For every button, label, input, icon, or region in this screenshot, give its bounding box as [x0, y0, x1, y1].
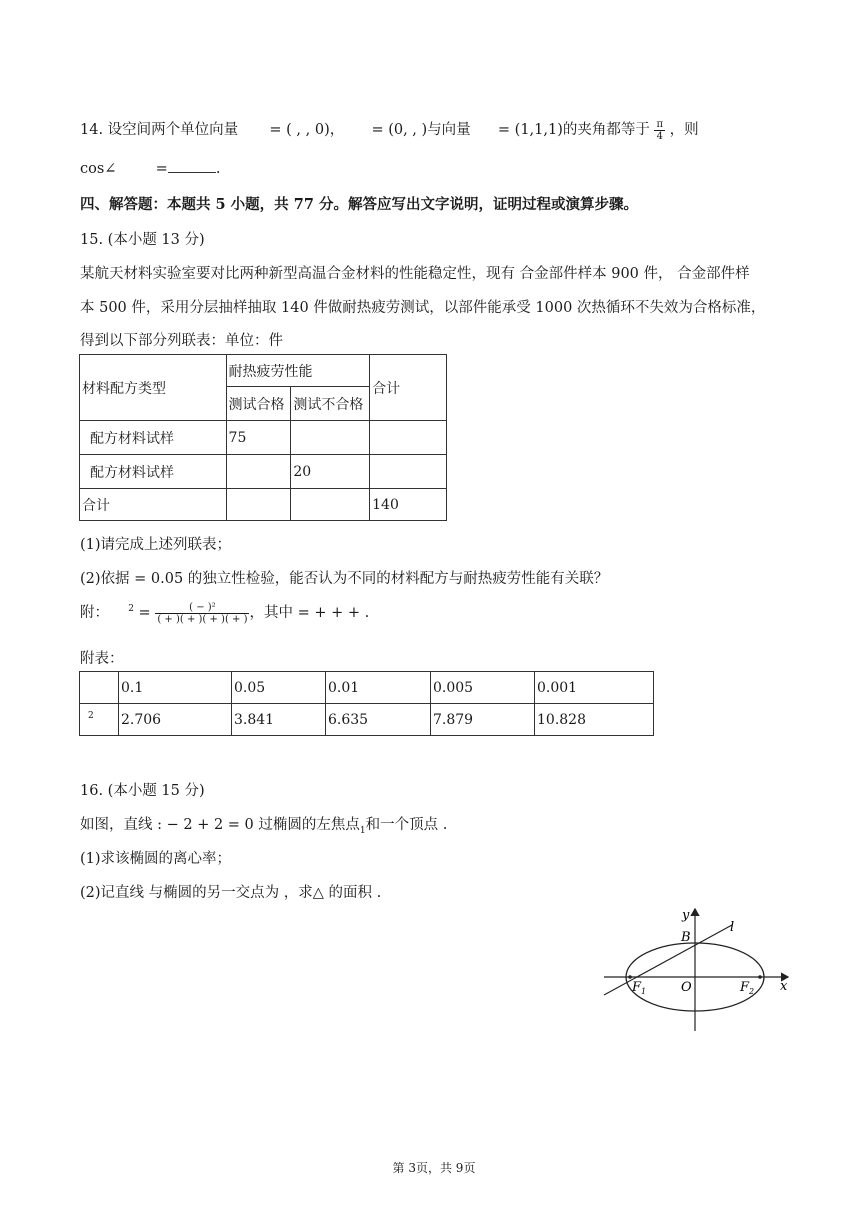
table-row	[80, 704, 654, 736]
ref-x-4: 10.828	[535, 704, 654, 736]
table-row2-fail: 20	[291, 455, 370, 489]
q14-cos-label: cos∠	[80, 161, 117, 177]
q14-angle-den: 4	[656, 130, 663, 142]
table-row1-total	[370, 421, 447, 455]
q16-line1-a: 如图，直线 : − 2 + 2 = 0 过椭圆的左焦点	[80, 817, 360, 833]
q14-line2	[80, 160, 220, 177]
label-x: x	[780, 979, 788, 994]
label-y: y	[682, 908, 690, 923]
page-footer: 第 3页，共 9页	[392, 1161, 476, 1175]
point-f1	[628, 975, 632, 979]
q15-formula	[80, 601, 369, 625]
q15-sub2: (2)依据 = 0.05 的独立性检验，能否认为不同的材料配方与耐热疲劳性能有关联？	[80, 571, 609, 587]
q16-sub1: (1)求该椭圆的离心率；	[80, 851, 232, 867]
q14-prefix: 14. 设空间两个单位向量	[80, 122, 239, 138]
q14-cos-eq: =	[155, 161, 168, 177]
table-row	[80, 421, 447, 455]
q16-header: 16. (本小题 15 分)	[80, 783, 205, 799]
contingency-table	[79, 354, 447, 521]
table-row2-pass	[226, 455, 291, 489]
q15-sub1: (1)请完成上述列联表；	[80, 537, 232, 553]
table-row1-pass: 75	[226, 421, 291, 455]
appendix-label: 附表：	[80, 651, 124, 667]
q15-line1: 某航天材料实验室要对比两种新型高温合金材料的性能稳定性，现有 合金部件样本 900 件， 合金部件样	[80, 266, 750, 282]
table-row2-label: 配方材料试样	[80, 455, 227, 489]
ref-x-3: 7.879	[431, 704, 535, 736]
table-header-type: 材料配方类型	[80, 355, 227, 421]
label-l: l	[730, 920, 735, 935]
ref-alpha-0: 0.1	[119, 672, 232, 704]
formula-den: ( + )( + )( + )( + )	[157, 613, 248, 625]
ref-alpha-4: 0.001	[535, 672, 654, 704]
q14-eq2: = (0, , )与向量	[371, 122, 471, 138]
ref-alpha-2: 0.01	[326, 672, 431, 704]
table-row3-pass	[226, 489, 291, 521]
line-l	[604, 925, 732, 995]
ref-x-sup: 2	[88, 711, 94, 722]
table-header-perf: 耐热疲劳性能	[226, 355, 370, 387]
formula-sup: 2	[128, 604, 134, 615]
section-title: 四、解答题：本题共 5 小题，共 77 分。解答应写出文字说明，证明过程或演算步骤。	[80, 196, 638, 213]
q14-angle-fraction	[654, 119, 665, 142]
formula-num: ( − )²	[155, 602, 249, 614]
q14-eq3: = (1,1,1)的夹角都等于	[497, 122, 650, 138]
q14-suffix: ，则	[669, 122, 699, 138]
table-row2-total	[370, 455, 447, 489]
q15-line3: 得到以下部分列联表：单位：件	[80, 333, 283, 349]
point-f2	[758, 975, 762, 979]
ref-x-2: 6.635	[326, 704, 431, 736]
ref-alpha-3: 0.005	[431, 672, 535, 704]
q15-header: 15. (本小题 13 分)	[80, 232, 205, 248]
q15-line2: 本 500 件，采用分层抽样抽取 140 件做耐热疲劳测试，以部件能承受 1000 次热循环不失效为合格标准，	[80, 300, 766, 316]
formula-tail: ，其中 = + + + .	[249, 605, 370, 621]
ref-alpha-label	[80, 672, 119, 704]
ref-alpha-1: 0.05	[232, 672, 326, 704]
table-row3-total: 140	[370, 489, 447, 521]
table-header-fail: 测试不合格	[291, 387, 370, 421]
label-f2: $F_2$	[740, 980, 755, 996]
ellipse-figure	[600, 905, 800, 1035]
label-o: O	[681, 980, 692, 995]
formula-fraction	[155, 602, 249, 625]
q16-line1-sub: 1	[359, 825, 366, 836]
q16-line1-b: 和一个顶点 .	[365, 817, 448, 833]
q14-line1	[80, 118, 699, 142]
table-row	[80, 672, 654, 704]
ref-x-1: 3.841	[232, 704, 326, 736]
table-header-total: 合计	[370, 355, 447, 421]
formula-eq: =	[133, 605, 151, 621]
ref-x-label	[80, 704, 119, 736]
reference-table	[79, 671, 654, 736]
q14-angle-num: π	[656, 118, 664, 130]
q16-sub2: (2)记直线 与椭圆的另一交点为 ，求△ 的面积 .	[80, 885, 382, 901]
table-header-pass: 测试合格	[226, 387, 291, 421]
table-row	[80, 489, 447, 521]
ref-x-0: 2.706	[119, 704, 232, 736]
q14-cos-end: .	[215, 161, 221, 177]
label-f1: $F_1$	[632, 980, 647, 996]
formula-label: 附：	[80, 605, 109, 621]
q16-line1	[80, 813, 447, 836]
table-row3-fail	[291, 489, 370, 521]
table-row3-label: 合计	[80, 489, 227, 521]
label-b: B	[681, 930, 691, 945]
q14-eq1: = ( , , 0)，	[269, 122, 345, 138]
q14-answer-blank	[168, 160, 216, 173]
table-row1-fail	[291, 421, 370, 455]
table-row1-label: 配方材料试样	[80, 421, 227, 455]
table-row	[80, 455, 447, 489]
